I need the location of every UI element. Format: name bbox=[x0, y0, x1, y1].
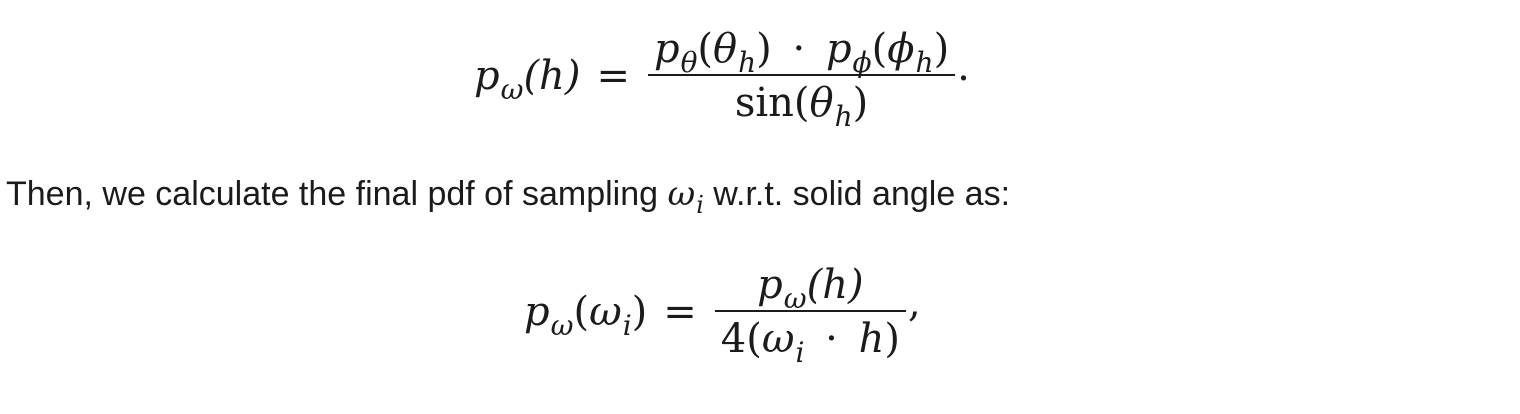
eq2-equals-sign: = bbox=[663, 289, 697, 335]
eq1-lhs: $p_\omega(h)$ bbox=[474, 53, 581, 106]
eq1-equals-sign: = bbox=[596, 53, 630, 99]
equation-pdf-half-vector bbox=[474, 26, 970, 133]
eq2-denominator: $4(\omega_i \cdot h)$ bbox=[720, 316, 900, 369]
eq1-numerator: $p_\theta(\theta_h) \cdot p_\phi(\phi_h)$ bbox=[653, 26, 950, 79]
omega-i-inline: $\omega_i$ bbox=[667, 174, 704, 220]
eq2-fraction-bar bbox=[715, 310, 906, 312]
eq1-denominator: $\sin(\theta_h)$ bbox=[734, 80, 869, 133]
explanation-text: Then, we calculate the final pdf of sampling $\omega_i$ w.r.t. solid angle as: bbox=[6, 174, 1011, 220]
eq1-period: . bbox=[957, 44, 970, 90]
eq2-lhs: $p_\omega(\omega_i)$ bbox=[524, 289, 648, 342]
eq2-fraction bbox=[715, 262, 906, 369]
eq2-comma: , bbox=[907, 280, 921, 326]
eq2-numerator: $p_\omega(h)$ bbox=[757, 262, 864, 315]
eq1-fraction bbox=[648, 26, 955, 133]
equation-pdf-solid-angle bbox=[524, 262, 921, 369]
